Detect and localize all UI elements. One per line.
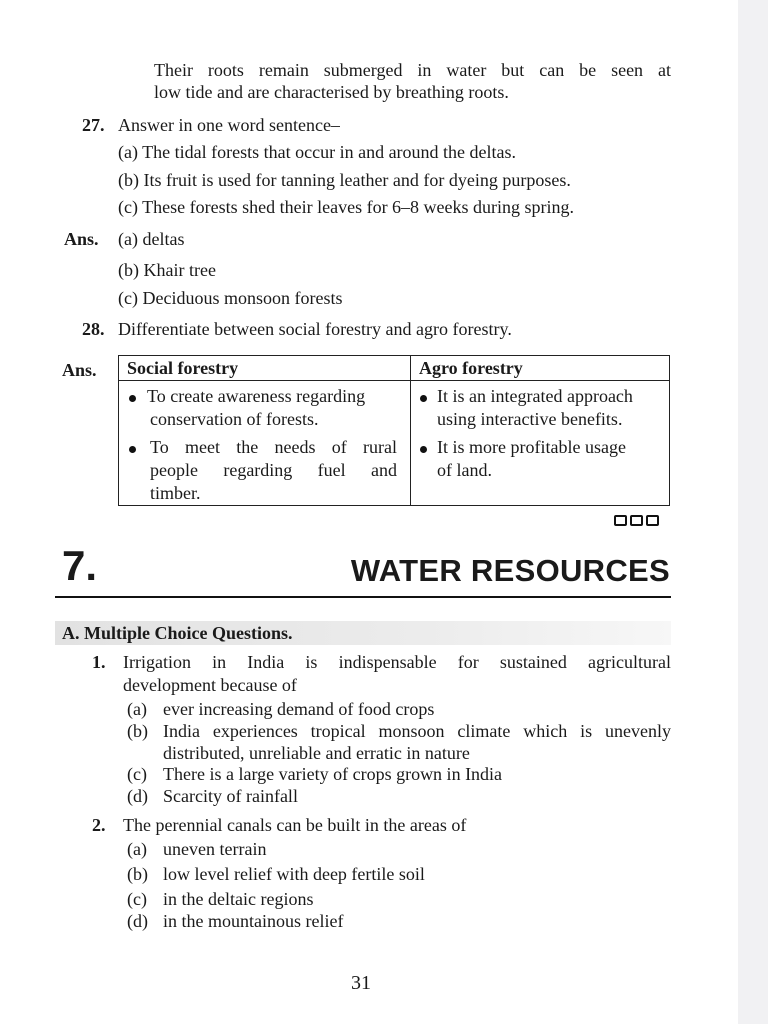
bullet-icon [129,446,136,453]
mcq-2-number: 2. [92,815,106,835]
chapter-rule [55,596,671,598]
social-point-2-line-1: To meet the needs of rural [150,437,397,457]
agro-point-1-line-2: using interactive benefits. [437,409,623,429]
page-margin-strip [738,0,768,1024]
agro-point-1-line-1: It is an integrated approach [437,386,633,406]
table-column-divider [410,356,411,505]
table-header-divider [119,380,669,381]
mcq-2-option-b-label: (b) [127,864,148,884]
answer-27-a: (a) deltas [118,229,185,249]
table-header-social-forestry: Social forestry [127,358,239,378]
mcq-2-option-c-text: in the deltaic regions [163,889,314,909]
mcq-2-option-d-label: (d) [127,911,148,931]
chapter-number: 7. [62,542,98,589]
social-point-2-line-2: people regarding fuel and [150,460,397,480]
bullet-icon [420,395,427,402]
mcq-2-text: The perennial canals can be built in the areas of [123,815,467,835]
question-27-option-b: (b) Its fruit is used for tanning leather and for dyeing purposes. [118,170,571,190]
mcq-2-option-d-text: in the mountainous relief [163,911,344,931]
intro-line-2: low tide and are characterised by breathing roots. [154,82,509,102]
bullet-icon [129,395,136,402]
mcq-2-option-c-label: (c) [127,889,147,909]
mcq-1-option-c-label: (c) [127,764,147,784]
section-heading: A. Multiple Choice Questions. [62,623,293,643]
table-header-agro-forestry: Agro forestry [419,358,523,378]
page-number: 31 [351,972,371,994]
mcq-1-text-line-2: development because of [123,675,297,695]
answer-28-label: Ans. [62,360,97,380]
social-point-1-line-1: To create awareness regarding [147,386,366,406]
mcq-1-option-b-label: (b) [127,721,148,741]
mcq-1-option-d-text: Scarcity of rainfall [163,786,298,806]
social-point-2-line-3: timber. [150,483,201,503]
question-27-option-a: (a) The tidal forests that occur in and around the deltas. [118,142,517,162]
chapter-title: WATER RESOURCES [350,553,670,588]
agro-point-2-line-2: of land. [437,460,492,480]
mcq-1-option-a-label: (a) [127,699,147,719]
mcq-1-text-line-1: Irrigation in India is indispensable for sustained agricultural [123,652,671,672]
question-28-number: 28. [82,319,105,339]
bullet-icon [420,446,427,453]
mcq-1-option-b-text-2: distributed, unreliable and erratic in nature [163,743,470,763]
answer-27-b: (b) Khair tree [118,260,216,280]
mcq-2-option-a-label: (a) [127,839,147,859]
question-28-text: Differentiate between social forestry and agro forestry. [118,319,512,339]
mcq-1-number: 1. [92,652,106,672]
answer-27-c: (c) Deciduous monsoon forests [118,288,343,308]
mcq-1-option-d-label: (d) [127,786,148,806]
mcq-2-option-b-text: low level relief with deep fertile soil [163,864,425,884]
agro-point-2-line-1: It is more profitable usage [437,437,626,457]
intro-line-1: Their roots remain submerged in water but can be seen at [154,60,671,80]
comparison-table [118,355,670,506]
social-point-1-line-2: conservation of forests. [150,409,319,429]
question-27-option-c: (c) These forests shed their leaves for 6–8 weeks during spring. [118,197,575,217]
end-of-chapter-squares-icon [614,515,659,526]
answer-27-label: Ans. [64,229,99,249]
mcq-1-option-a-text: ever increasing demand of food crops [163,699,435,719]
mcq-1-option-b-text-1: India experiences tropical monsoon climate which is unevenly [163,721,671,741]
question-27-number: 27. [82,115,105,135]
question-27-text: Answer in one word sentence– [118,115,340,135]
mcq-1-option-c-text: There is a large variety of crops grown in India [163,764,503,784]
mcq-2-option-a-text: uneven terrain [163,839,267,859]
